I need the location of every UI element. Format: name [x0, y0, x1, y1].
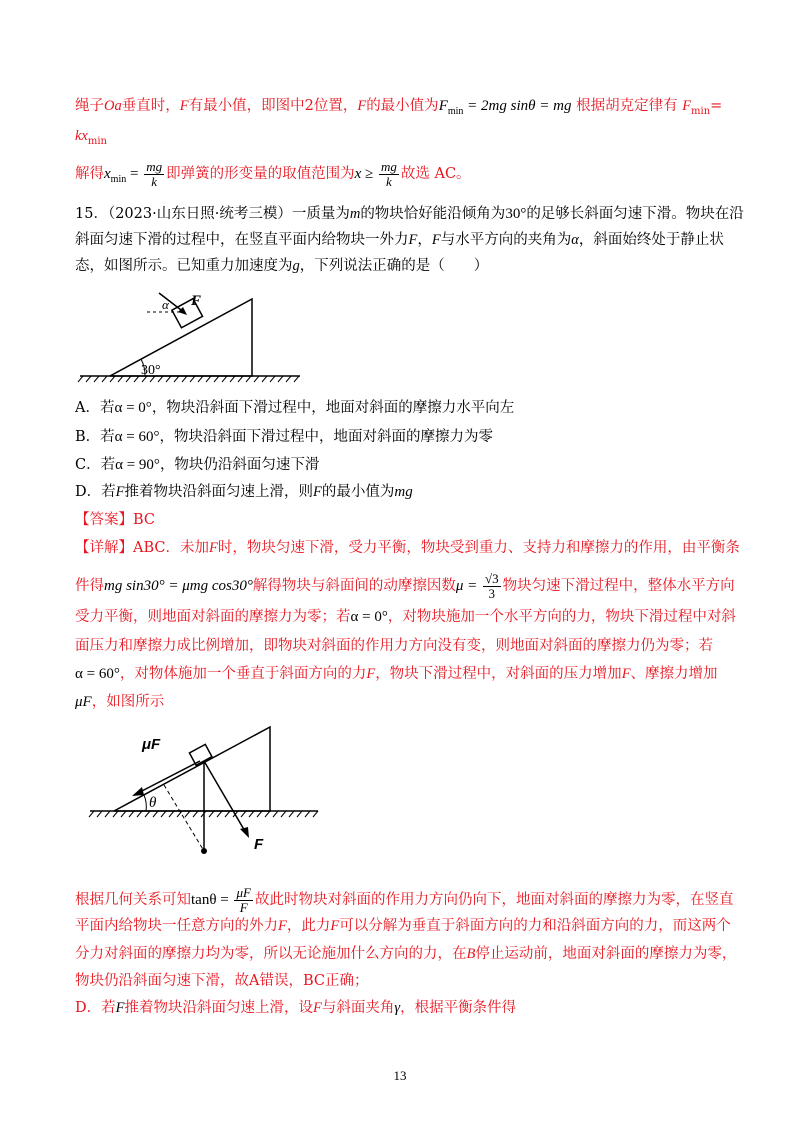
- fraction: [483, 572, 501, 601]
- answer: [75, 510, 155, 530]
- text: F: [357, 98, 367, 114]
- text: 解得: [75, 165, 104, 182]
- text: D．若: [75, 1000, 116, 1016]
- text: α = 0°: [350, 609, 388, 625]
- text: 15．（2023·山东日照·统考三模）一质量为: [75, 206, 350, 222]
- detail-line-1: [75, 538, 740, 558]
- detail-line-4: [75, 636, 713, 656]
- line-1: [75, 96, 722, 122]
- text: m: [349, 206, 361, 222]
- force-label: F: [191, 293, 202, 309]
- text: F: [438, 98, 448, 114]
- text: A．若: [75, 400, 115, 416]
- text: 即弹簧的形变量的取值范围为: [166, 165, 355, 182]
- formula: [191, 885, 255, 915]
- text: √3: [484, 571, 499, 586]
- text: =: [126, 165, 143, 182]
- text: 平面内给物块一任意方向的外力: [75, 918, 278, 934]
- text: F: [366, 666, 376, 682]
- formula: [438, 98, 572, 117]
- text: 3: [488, 586, 496, 601]
- text: F: [179, 98, 189, 114]
- text: F: [209, 540, 218, 556]
- text: 的最小值为: [366, 98, 439, 114]
- option-b: [75, 427, 493, 447]
- text: kx: [75, 128, 88, 144]
- text: ，物块仍沿斜面匀速下滑: [159, 457, 320, 473]
- angle-arc: [144, 795, 146, 811]
- page-number: 13: [393, 1068, 407, 1083]
- text: min: [110, 173, 127, 185]
- text: 与斜面夹角: [321, 1000, 395, 1016]
- text: ，此力: [286, 918, 331, 934]
- text: F: [313, 484, 322, 500]
- friction-label: μF: [142, 736, 161, 753]
- explain-line-1: [75, 886, 733, 915]
- option-c: [75, 455, 319, 475]
- text: Oa: [104, 98, 122, 114]
- text: D．若: [75, 484, 116, 500]
- text: 、摩擦力增加: [630, 666, 718, 682]
- text: 的足够长斜面匀速下滑。物块在沿: [526, 206, 744, 222]
- text: g: [292, 258, 300, 274]
- text: x: [104, 165, 111, 182]
- detail-line-6: [75, 692, 164, 712]
- text: k: [386, 174, 392, 189]
- dashed-line: [164, 785, 204, 851]
- text: ，: [417, 232, 432, 248]
- text: B．若: [75, 429, 115, 445]
- text: 的物块恰好能沿倾角为: [360, 206, 506, 222]
- incline-figure: [75, 285, 305, 385]
- text: 分力对斜面的摩擦力均为零，所以无论施加什么方向的力，在: [75, 946, 467, 962]
- explain-line-2: [75, 916, 731, 936]
- option-d: [75, 482, 413, 502]
- text: ，物块沿斜面下滑过程中，地面对斜面的摩擦力水平向左: [151, 400, 515, 416]
- text: F: [431, 232, 441, 248]
- text: 故选 AC。: [400, 165, 471, 182]
- text: =: [710, 98, 723, 114]
- text: α = 90°: [115, 457, 160, 473]
- text: 绳子: [75, 98, 104, 114]
- text: 物块仍沿斜面匀速下滑，故A错误，BC正确；: [75, 973, 369, 989]
- text: ，物块沿斜面下滑过程中，地面对斜面的摩擦力为零: [159, 429, 493, 445]
- text: γ: [394, 1000, 401, 1016]
- text: C．若: [75, 457, 116, 473]
- alpha-label: α: [162, 297, 169, 312]
- friction-arrow: [138, 761, 200, 793]
- text: α = 60°: [75, 666, 120, 682]
- force-label: F: [254, 836, 264, 853]
- text: F: [115, 1000, 125, 1016]
- text: ，物块下滑过程中，对斜面的压力增加: [375, 666, 622, 682]
- text: 【详解】ABC．未加: [75, 540, 209, 556]
- text: 受力平衡，则地面对斜面的摩擦力为零；若: [75, 609, 351, 625]
- detail-line-2: [75, 572, 735, 601]
- question-15-line-1: [75, 204, 744, 224]
- text: α = 60°: [114, 429, 160, 445]
- text: ，斜面始终处于静止状: [578, 232, 724, 248]
- text: mg sin30° = μmg cos30°: [104, 577, 253, 594]
- text: B: [466, 946, 476, 962]
- text: mg: [380, 159, 397, 174]
- arrow-head: [132, 787, 144, 796]
- text: μF: [75, 694, 92, 710]
- text: ，对物体施加一个垂直于斜面方向的力: [119, 666, 367, 682]
- detail-line-5: [75, 664, 718, 684]
- text: 斜面匀速下滑的过程中，在竖直平面内给物块一外力: [75, 232, 409, 248]
- text: μF: [236, 885, 251, 900]
- text: x ≥: [354, 165, 377, 182]
- text: μ =: [455, 577, 481, 594]
- question-15-line-3: [75, 256, 488, 276]
- text: F: [408, 232, 418, 248]
- text: 物块匀速下滑过程中，整体水平方向: [502, 577, 735, 594]
- force-diagram: [88, 725, 328, 865]
- text: F: [313, 1000, 322, 1016]
- angle-label: 30°: [141, 363, 161, 378]
- text: 根据几何关系可知: [75, 891, 191, 908]
- text: 【答案】BC: [75, 512, 156, 528]
- question-15-line-2: [75, 230, 724, 250]
- explain-line-5: [75, 998, 516, 1018]
- text: 面压力和摩擦力成比例增加，即物块对斜面的作用力方向没有变，则地面对斜面的摩擦力仍为零；若: [75, 638, 713, 654]
- fraction: [144, 160, 164, 189]
- text: 推着物块沿斜面匀速上滑，则: [124, 484, 313, 500]
- block: [189, 744, 211, 765]
- text: tanθ =: [191, 891, 233, 908]
- fraction: [379, 160, 399, 189]
- explain-line-3: [75, 944, 736, 964]
- text: F: [239, 900, 248, 915]
- text: 与水平方向的夹角为: [440, 232, 572, 248]
- text: 件得: [75, 577, 104, 594]
- text: F: [621, 666, 631, 682]
- text: 可以分解为垂直于斜面方向的力和沿斜面方向的力，而这两个: [339, 918, 731, 934]
- text: 停止运动前，地面对斜面的摩擦力为零，: [475, 946, 737, 962]
- text: F: [115, 484, 125, 500]
- text: min: [87, 135, 107, 147]
- text: k: [151, 174, 158, 189]
- text: α: [571, 232, 579, 248]
- force-arrow: [204, 761, 246, 833]
- text: 推着物块沿斜面匀速上滑，设: [124, 1000, 313, 1016]
- line-3: [75, 160, 471, 190]
- text: ，下列说法正确的是（ ）: [299, 258, 489, 274]
- text: mg: [146, 159, 163, 174]
- text: 解得物块与斜面间的动摩擦因数: [252, 577, 456, 594]
- text: F: [330, 918, 340, 934]
- formula: [104, 159, 166, 189]
- text: min: [691, 105, 711, 117]
- text: F: [278, 918, 287, 934]
- formula: [354, 159, 401, 189]
- text: 30°: [505, 206, 527, 222]
- text: α = 0°: [114, 400, 152, 416]
- text: 态，如图所示。已知重力加速度为: [75, 258, 293, 274]
- text: 根据胡克定律有: [576, 98, 678, 114]
- text: ，对物块施加一个水平方向的力，物块下滑过程中对斜: [387, 609, 736, 625]
- text: ，如图所示: [91, 694, 165, 710]
- fraction: [234, 886, 252, 915]
- explain-line-4: [75, 971, 369, 991]
- detail-line-3: [75, 607, 736, 627]
- text: 故此时物块对斜面的作用力方向仍向下，地面对斜面的摩擦力为零，在竖直: [254, 891, 734, 908]
- text: mg: [394, 484, 413, 500]
- text: 的最小值为: [321, 484, 395, 500]
- text: 垂直时，: [121, 98, 180, 114]
- line-2: [75, 126, 107, 152]
- arrow-head: [240, 827, 249, 838]
- text: ，根据平衡条件得: [400, 1000, 517, 1016]
- text: F: [682, 98, 692, 114]
- ground-hatch: [78, 376, 299, 382]
- text: = 2mg sinθ = mg: [467, 98, 572, 114]
- text: 时，物块匀速下滑，受力平衡，物块受到重力、支持力和摩擦力的作用，由平衡条: [217, 540, 740, 556]
- theta-label: θ: [149, 795, 157, 811]
- formula: [455, 571, 503, 601]
- option-a: [75, 398, 514, 418]
- incline-triangle: [114, 727, 270, 811]
- text: min: [447, 106, 464, 117]
- text: 有最小值，即图中2位置，: [188, 98, 358, 114]
